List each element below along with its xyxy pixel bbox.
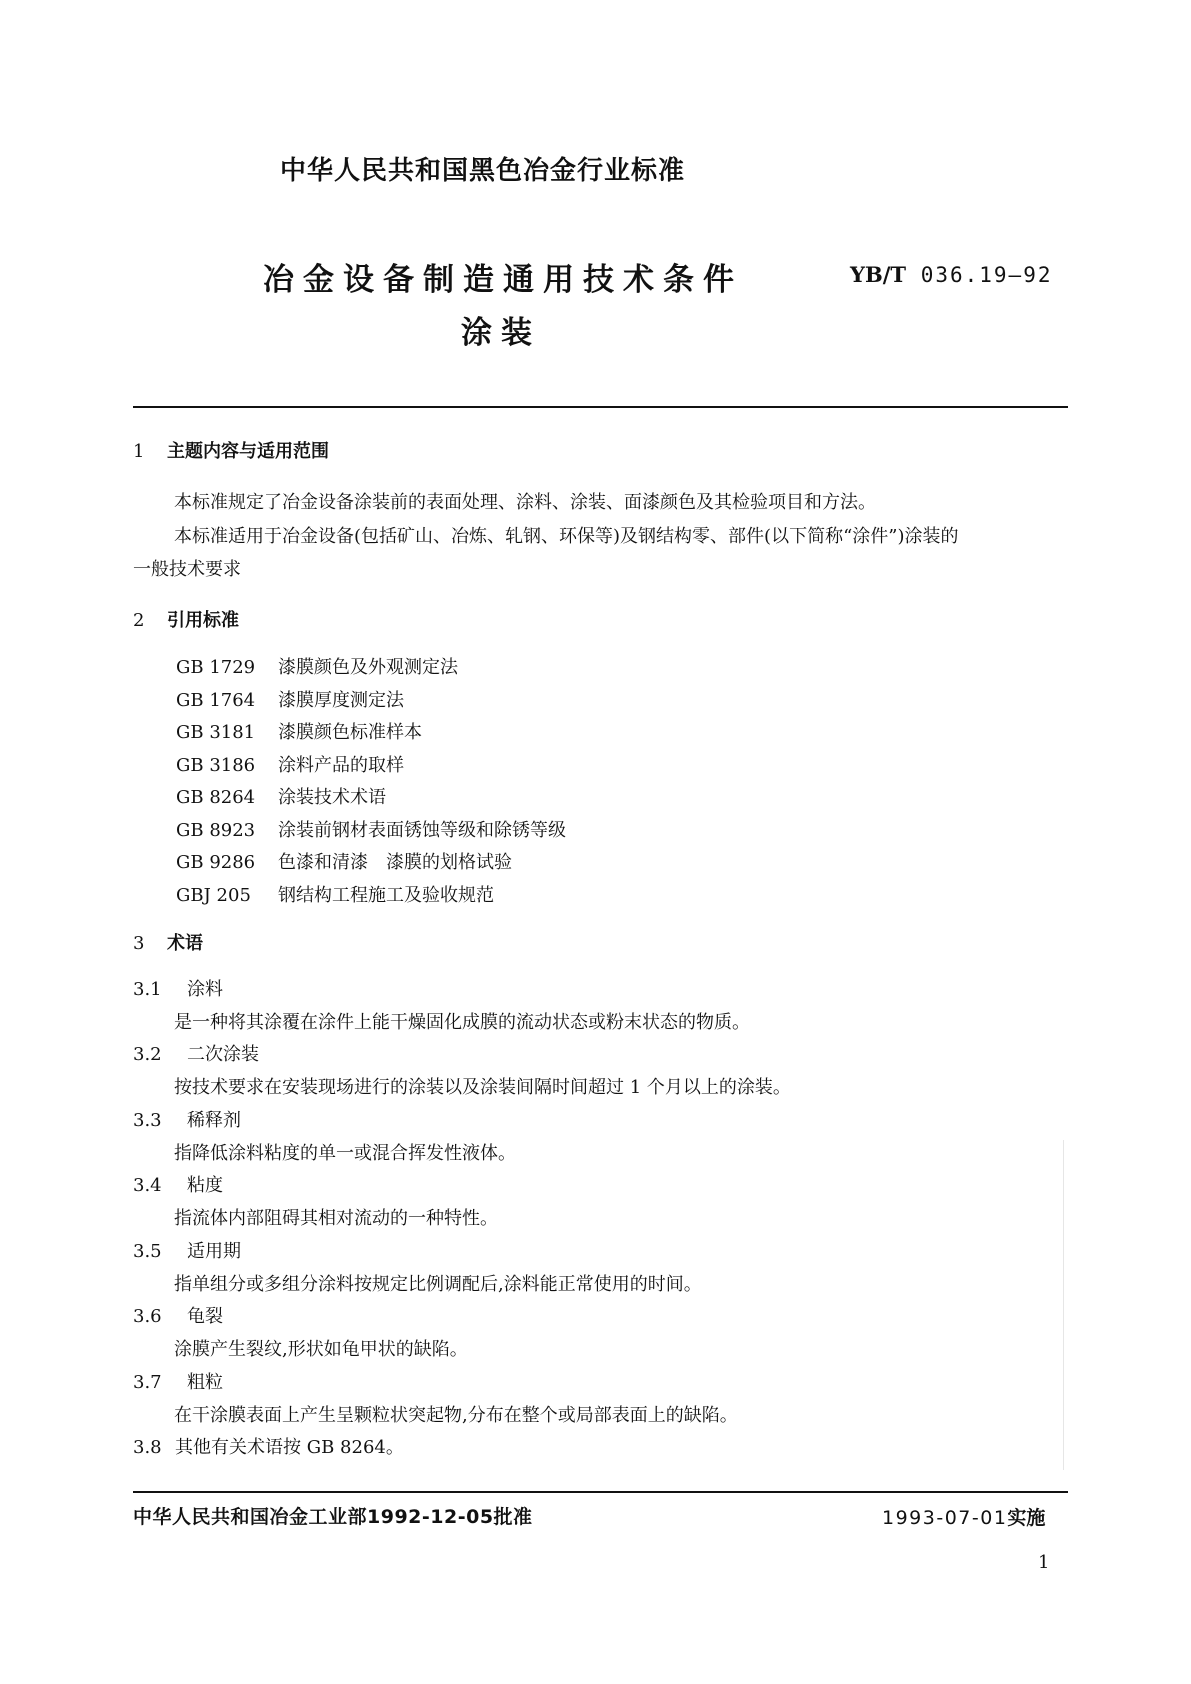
section-1-paragraph: 一般技术要求	[133, 559, 241, 580]
section-2-number: 2	[133, 610, 145, 631]
reference-code: GBJ 205	[176, 885, 251, 906]
effective-line	[882, 1503, 1045, 1530]
term-name: 适用期	[187, 1241, 241, 1262]
section-1-heading	[133, 437, 329, 463]
term-name: 粗粒	[187, 1372, 223, 1393]
term-heading	[133, 1106, 241, 1132]
reference-name: 涂装技术术语	[278, 787, 386, 808]
section-3-title: 术语	[167, 933, 203, 954]
effective-date: 1993-07-01	[882, 1507, 1008, 1529]
reference-item	[176, 848, 512, 874]
reference-name: 色漆和清漆 漆膜的划格试验	[278, 852, 512, 873]
issuer-line: 中华人民共和国黑色冶金行业标准	[280, 156, 686, 186]
term-heading	[133, 1237, 241, 1263]
section-1-number: 1	[133, 441, 145, 462]
reference-name: 涂装前钢材表面锈蚀等级和除锈等级	[278, 820, 566, 841]
section-2-heading	[133, 606, 239, 632]
standard-code-number: 036.19—92	[920, 263, 1053, 287]
reference-code: GB 3186	[176, 755, 256, 776]
term-heading	[133, 975, 223, 1001]
term-name: 二次涂装	[187, 1044, 259, 1065]
section-1-paragraph: 本标准适用于冶金设备(包括矿山、冶炼、轧钢、环保等)及钢结构零、部件(以下简称“涂件”)涂装的	[174, 526, 959, 547]
reference-name: 漆膜颜色标准样本	[278, 722, 422, 743]
section-1-paragraph: 本标准规定了冶金设备涂装前的表面处理、涂料、涂装、面漆颜色及其检验项目和方法。	[174, 492, 876, 513]
reference-name: 涂料产品的取样	[278, 755, 404, 776]
term-number: 3.1	[133, 979, 162, 1000]
term-name: 其他有关术语按 GB 8264。	[175, 1437, 404, 1458]
term-number: 3.7	[133, 1372, 162, 1393]
term-definition: 是一种将其涂覆在涂件上能干燥固化成膜的流动状态或粉末状态的物质。	[174, 1012, 750, 1033]
reference-code: GB 3181	[176, 722, 256, 743]
term-number: 3.2	[133, 1044, 162, 1065]
section-1-title: 主题内容与适用范围	[167, 441, 329, 462]
term-number: 3.3	[133, 1110, 162, 1131]
reference-item	[176, 816, 566, 842]
effective-suffix: 实施	[1007, 1507, 1046, 1529]
term-heading	[133, 1368, 223, 1394]
document-subtitle: 涂装	[461, 315, 541, 351]
scan-artifact-line	[1063, 1140, 1064, 1470]
reference-item	[176, 751, 404, 777]
standard-code-prefix: YB/T	[850, 262, 907, 287]
term-definition: 在干涂膜表面上产生呈颗粒状突起物,分布在整个或局部表面上的缺陷。	[174, 1405, 738, 1426]
document-title: 冶金设备制造通用技术条件	[263, 262, 743, 298]
term-definition: 涂膜产生裂纹,形状如龟甲状的缺陷。	[174, 1339, 468, 1360]
term-number: 3.4	[133, 1175, 162, 1196]
term-name: 涂料	[187, 979, 223, 1000]
term-heading	[133, 1433, 404, 1459]
footer-divider	[133, 1491, 1068, 1493]
reference-item	[176, 653, 458, 679]
approval-line: 中华人民共和国冶金工业部1992-12-05批准	[133, 1506, 533, 1528]
reference-code: GB 1729	[176, 657, 256, 678]
reference-code: GB 1764	[176, 690, 256, 711]
term-heading	[133, 1171, 223, 1197]
reference-name: 漆膜厚度测定法	[278, 690, 404, 711]
term-heading	[133, 1040, 259, 1066]
term-number: 3.8	[133, 1437, 162, 1458]
term-definition: 指降低涂料粘度的单一或混合挥发性液体。	[174, 1143, 516, 1164]
header-divider	[133, 406, 1068, 408]
reference-code: GB 9286	[176, 852, 256, 873]
term-definition: 指流体内部阻碍其相对流动的一种特性。	[174, 1208, 498, 1229]
reference-name: 钢结构工程施工及验收规范	[278, 885, 494, 906]
term-name: 粘度	[187, 1175, 223, 1196]
term-number: 3.6	[133, 1306, 162, 1327]
section-3-number: 3	[133, 933, 145, 954]
section-2-title: 引用标准	[167, 610, 239, 631]
term-heading	[133, 1302, 223, 1328]
term-definition: 指单组分或多组分涂料按规定比例调配后,涂料能正常使用的时间。	[174, 1274, 702, 1295]
reference-item	[176, 881, 494, 907]
page-number: 1	[1038, 1552, 1050, 1573]
standard-code	[850, 262, 1053, 287]
reference-item	[176, 686, 404, 712]
term-name: 稀释剂	[187, 1110, 241, 1131]
reference-code: GB 8923	[176, 820, 256, 841]
reference-code: GB 8264	[176, 787, 256, 808]
term-definition: 按技术要求在安装现场进行的涂装以及涂装间隔时间超过 1 个月以上的涂装。	[174, 1077, 791, 1098]
reference-item	[176, 783, 386, 809]
reference-name: 漆膜颜色及外观测定法	[278, 657, 458, 678]
reference-item	[176, 718, 422, 744]
term-number: 3.5	[133, 1241, 162, 1262]
term-name: 龟裂	[187, 1306, 223, 1327]
section-3-heading	[133, 929, 203, 955]
